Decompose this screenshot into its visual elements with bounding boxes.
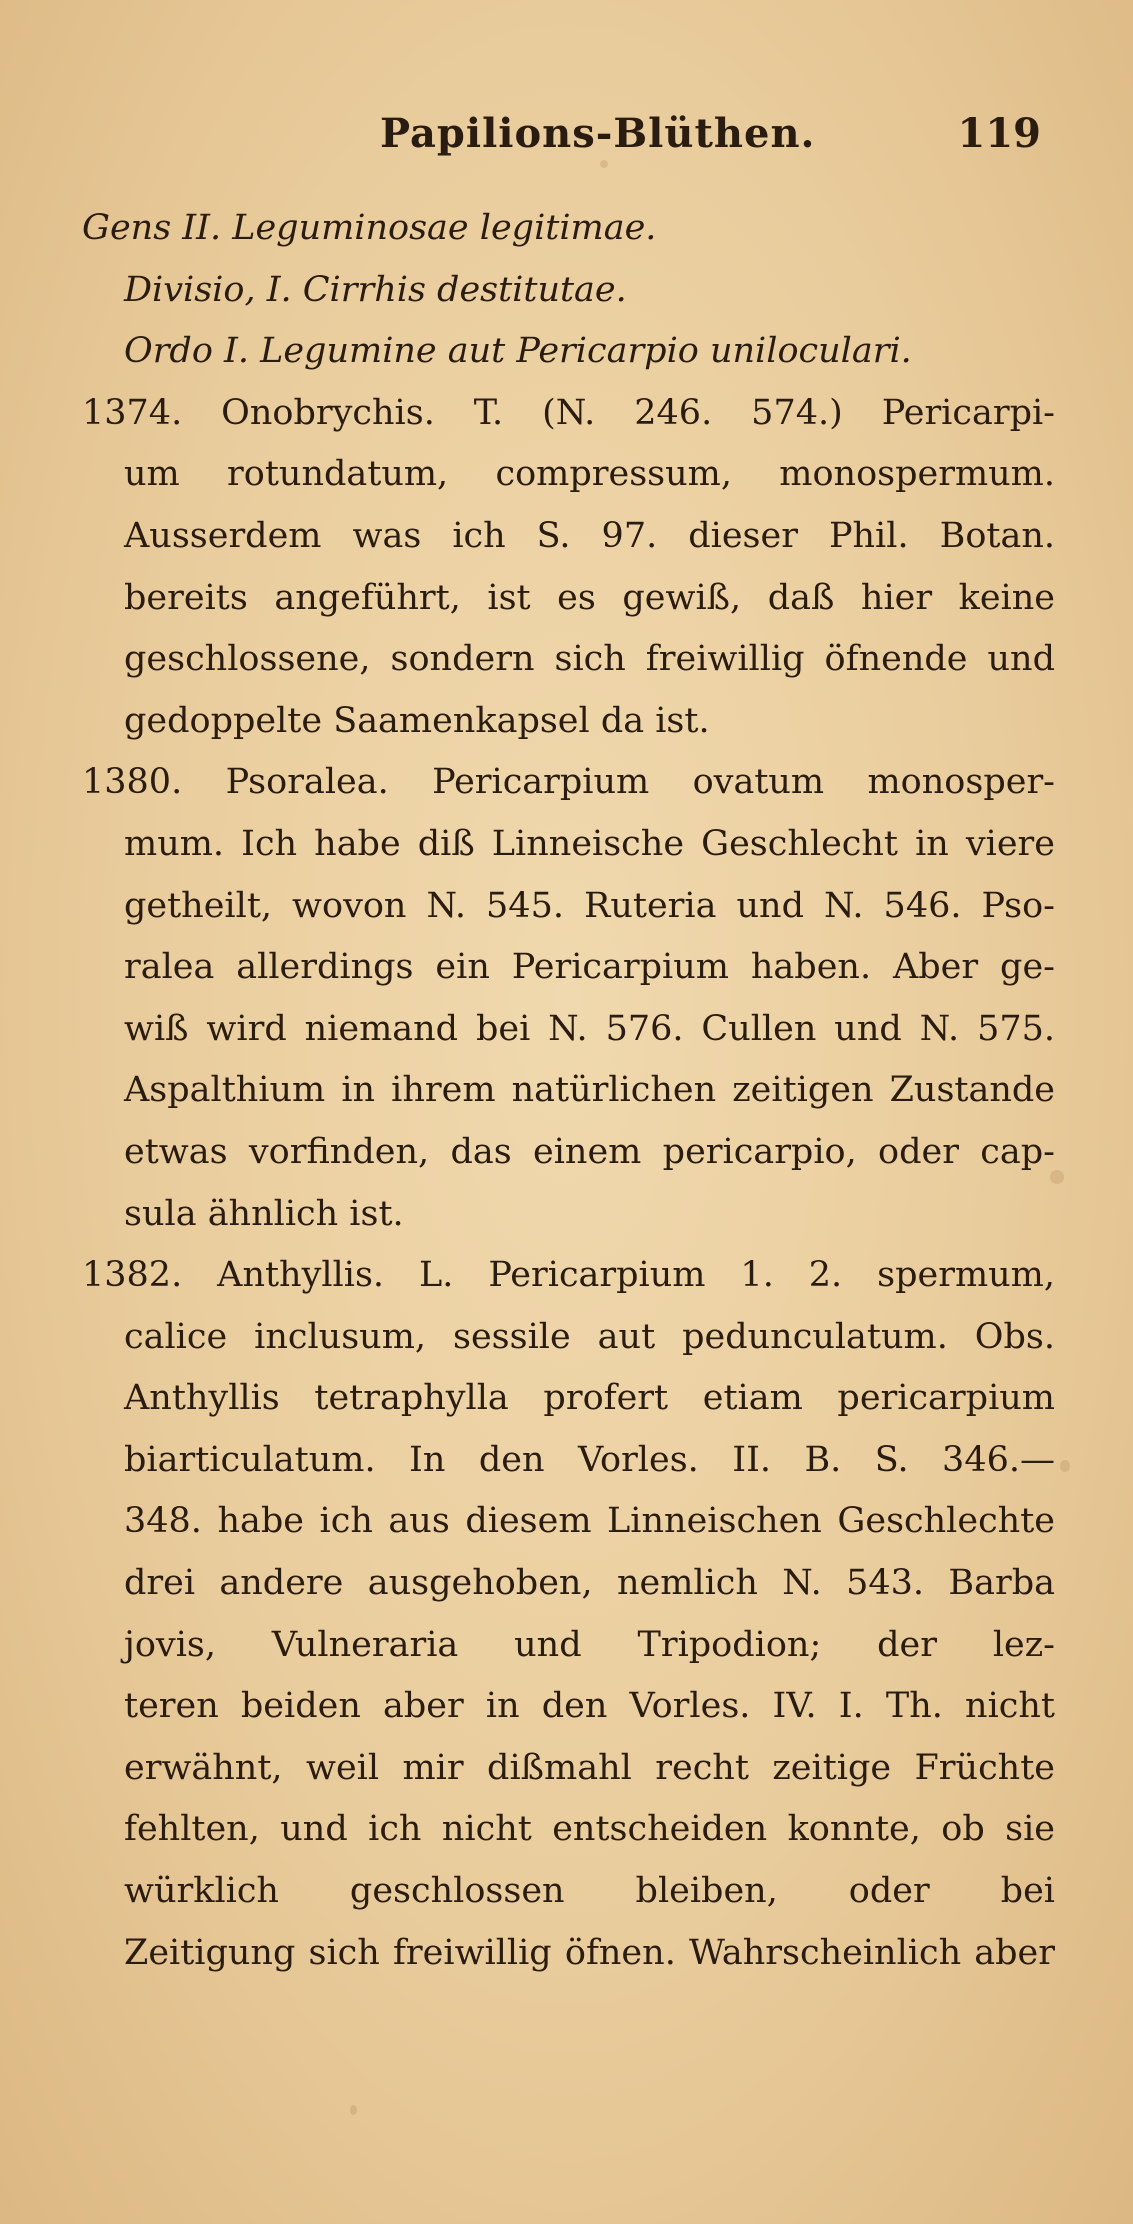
text-line-ordo-heading: Ordo I. Legumine aut Pericarpio uniloculari.: [124, 331, 912, 372]
text-line: jovis, Vulneraria und Tripodion; der lez-: [124, 1624, 1055, 1665]
text-line: teren beiden aber in den Vorles. IV. I. Th. nicht: [124, 1686, 1055, 1727]
text-line: Anthyllis tetraphylla profert etiam pericarpium: [124, 1378, 1055, 1419]
text-line: sula ähnlich ist.: [124, 1193, 404, 1234]
text-line: gedoppelte Saamenkapsel da ist.: [124, 700, 710, 741]
text-line: um rotundatum, compressum, monospermum.: [124, 454, 1055, 495]
text-line: würklich geschlossen bleiben, oder bei: [124, 1871, 1055, 1912]
text-line: erwähnt, weil mir dißmahl recht zeitige Früchte: [124, 1747, 1055, 1788]
body-text: [82, 198, 1055, 1984]
text-line: bereits angeführt, ist es gewiß, daß hier keine: [124, 577, 1055, 618]
text-line: wiß wird niemand bei N. 576. Cullen und N. 575.: [124, 1008, 1055, 1049]
text-line: ralea allerdings ein Pericarpium haben. Aber ge-: [124, 947, 1055, 988]
text-line: calice inclusum, sessile aut pedunculatum. Obs.: [124, 1316, 1055, 1357]
text-line-divisio-heading: Divisio, I. Cirrhis destitutae.: [124, 269, 627, 310]
text-line: 1380. Psoralea. Pericarpium ovatum monosper-: [82, 762, 1055, 803]
text-line: Zeitigung sich freiwillig öfnen. Wahrscheinlich aber: [124, 1932, 1055, 1973]
text-line: 348. habe ich aus diesem Linneischen Geschlechte: [124, 1501, 1055, 1542]
text-line: Aspalthium in ihrem natürlichen zeitigen Zustande: [124, 1070, 1055, 1111]
text-line: Ausserdem was ich S. 97. dieser Phil. Botan.: [124, 515, 1055, 556]
running-head: Papilions-Blüthen.: [380, 110, 816, 157]
text-line: 1382. Anthyllis. L. Pericarpium 1. 2. spermum,: [82, 1255, 1055, 1296]
text-line: getheilt, wovon N. 545. Ruteria und N. 546. Pso-: [124, 885, 1055, 926]
text-line: biarticulatum. In den Vorles. II. B. S. 346.—: [124, 1439, 1055, 1480]
text-line: mum. Ich habe diß Linneische Geschlecht in viere: [124, 823, 1055, 864]
page-number: 119: [957, 110, 1041, 157]
text-line: 1374. Onobrychis. T. (N. 246. 574.) Pericarpi-: [82, 392, 1055, 433]
text-line-gens-heading: Gens II. Leguminosae legitimae.: [82, 208, 657, 248]
text-line: etwas vorfinden, das einem pericarpio, oder cap-: [124, 1131, 1055, 1172]
text-line: fehlten, und ich nicht entscheiden konnte, ob sie: [124, 1809, 1055, 1850]
text-line: drei andere ausgehoben, nemlich N. 543. Barba: [124, 1563, 1055, 1604]
text-line: geschlossene, sondern sich freiwillig öfnende und: [124, 639, 1055, 680]
